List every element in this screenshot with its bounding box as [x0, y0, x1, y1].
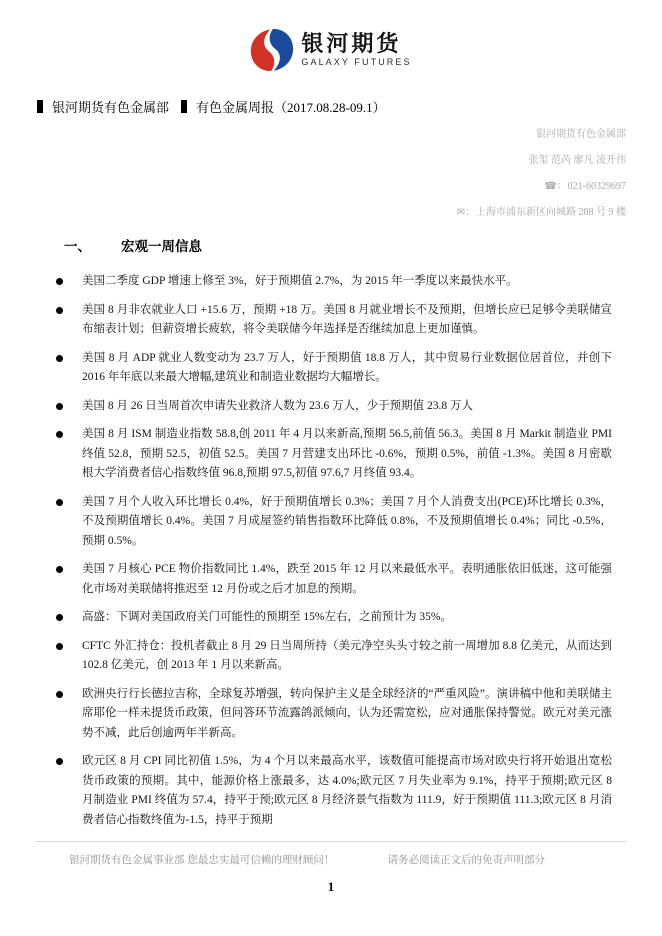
section-number: 一、	[64, 239, 91, 254]
list-item	[55, 301, 612, 340]
contact-address-row	[457, 200, 626, 226]
bullet-dot-icon	[56, 403, 63, 410]
contact-phone-row	[457, 174, 626, 200]
section-heading	[64, 235, 202, 255]
logo-name-en: GALAXY FUTURES	[301, 57, 412, 68]
bullet-dot-icon	[56, 355, 63, 362]
list-item-text: 美国 8 月 ADP 就业人数变动为 23.7 万人，好于预期值 18.8 万人，其中贸易行业数据位居首位，并创下 2016 年年底以来最大增幅,建筑业和制造业数据均大幅增长。	[82, 351, 612, 383]
list-item-text: 美国 8 月 ISM 制造业指数 58.8,创 2011 年 4 月以来新高,预期 56.5,前值 56.3。美国 8 月 Markit 制造业 PMI 终值 52.8，预期 52.5，初值 52.5。美国 7 月营建支出环比 -0.6%，预期 0.5%，前值 -1.3%。美国 8 月密歇根大学消费者信心指数终值 96.8,预期 97.5,初值 97.6,7 月终值 93.4。	[82, 428, 612, 479]
footer-slogan: 银河期货有色金属事业部 您最忠实最可信赖的理财顾问！	[69, 854, 335, 866]
list-item	[55, 637, 612, 676]
phone-icon: ☎：	[544, 181, 567, 192]
bullet-dot-icon	[56, 499, 63, 506]
contact-analysts: 张玺 范芮 廖凡 凌开伟	[528, 155, 626, 166]
contact-phone: 021-60329697	[567, 181, 626, 192]
header-department: 银河期货有色金属部	[52, 100, 170, 115]
list-item	[55, 349, 612, 388]
list-item-text: 美国 8 月 26 日当周首次申请失业救济人数为 23.6 万人，少于预期值 23.8 万人	[82, 399, 473, 412]
bullet-dot-icon	[56, 431, 63, 438]
bullet-dot-icon	[56, 614, 63, 621]
list-item-text: 欧元区 8 月 CPI 同比初值 1.5%，为 4 个月以来最高水平，该数值可能提高市场对欧央行将开始退出宽松货币政策的预期。其中，能源价格上涨最多，达 4.0%;欧元区 7 月失业率为 9.1%，持平于预期;欧元区 8 月制造业 PMI 终值为 57.4，持平于预;欧元区 8 月经济景气指数为 111.9，好于预期值 111.3;欧元区 8 月消费者信心指数终值为-1.5，持平于预期	[82, 755, 612, 826]
list-item-text: 美国 7 月核心 PCE 物价指数同比 1.4%，跌至 2015 年 12 月以来最低水平。表明通胀依旧低迷，这可能强化市场对美联储将推迟至 12 月份或之后才加息的预期。	[82, 563, 612, 595]
macro-news-list	[55, 272, 612, 839]
list-item	[55, 560, 612, 599]
list-item-text: 美国 8 月非农就业人口 +15.6 万，预期 +18 万。美国 8 月就业增长不及预期，但增长应已足够令美联储宣布缩表计划；但薪资增长疲软，将令美联储今年选择是否继续加息上更加谨慎。	[82, 303, 612, 335]
header-report-title: 有色金属周报（2017.08.28-09.1）	[196, 100, 386, 115]
header-bar-icon	[181, 100, 187, 113]
contact-block	[457, 122, 626, 226]
bullet-dot-icon	[56, 643, 63, 650]
mail-icon: ✉：	[456, 207, 475, 218]
list-item	[55, 397, 612, 417]
section-title: 宏观一周信息	[121, 239, 202, 254]
list-item	[55, 493, 612, 552]
logo-text	[301, 32, 411, 68]
bullet-dot-icon	[56, 758, 63, 765]
page-number: 1	[327, 880, 335, 894]
bullet-dot-icon	[56, 566, 63, 573]
report-header	[37, 97, 386, 116]
page-footer	[35, 841, 627, 867]
list-item-text: 高盛：下调对美国政府关门可能性的预期至 15%左右，之前预计为 35%。	[82, 611, 452, 623]
bullet-dot-icon	[56, 307, 63, 314]
contact-address: 上海市浦东新区向城路 288 号 9 楼	[476, 207, 626, 218]
bullet-dot-icon	[56, 691, 63, 698]
list-item-text: CFTC 外汇持仓：投机者截止 8 月 29 日当周所持（美元净空头头寸较之前一周增加 8.8 亿美元，从而达到102.8 亿美元，创 2013 年 1 月以来新高。	[82, 639, 612, 671]
contact-department: 银河期货有色金属部	[536, 129, 626, 140]
header-bar-icon	[37, 100, 43, 113]
list-item	[55, 425, 612, 484]
galaxy-swirl-icon	[250, 28, 294, 72]
list-item-text: 美国 7 月个人收入环比增长 0.4%，好于预期值增长 0.3%；美国 7 月个人消费支出(PCE)环比增长 0.3%，不及预期值增长 0.4%。美国 7 月成屋签约销售指数环比降低 0.8%，不及预期值增长 0.4%；同比 -0.5%，预期 0.5%。	[82, 495, 612, 547]
list-item-text: 美国二季度 GDP 增速上修至 3%，好于预期值 2.7%，为 2015 年一季度以来最快水平。	[82, 275, 518, 287]
list-item	[55, 608, 612, 628]
list-item-text: 欧洲央行行长德拉吉称，全球复苏增强，转向保护主义是全球经济的“严重风险”。演讲稿中他和美联储主席耶伦一样未提货币政策，但问答环节流露鸽派倾向，认为还需宽松，应对通胀保持警觉。欧元对美元涨势不减，此后创逾两年半新高。	[82, 687, 612, 739]
logo-name-cn: 银河期货	[301, 31, 402, 57]
list-item	[55, 685, 612, 744]
footer-disclaimer-note: 请务必阅读正文后的免责声明部分	[387, 854, 545, 866]
list-item	[55, 752, 612, 830]
list-item	[55, 272, 612, 292]
bullet-dot-icon	[56, 278, 63, 285]
company-logo	[0, 28, 662, 72]
